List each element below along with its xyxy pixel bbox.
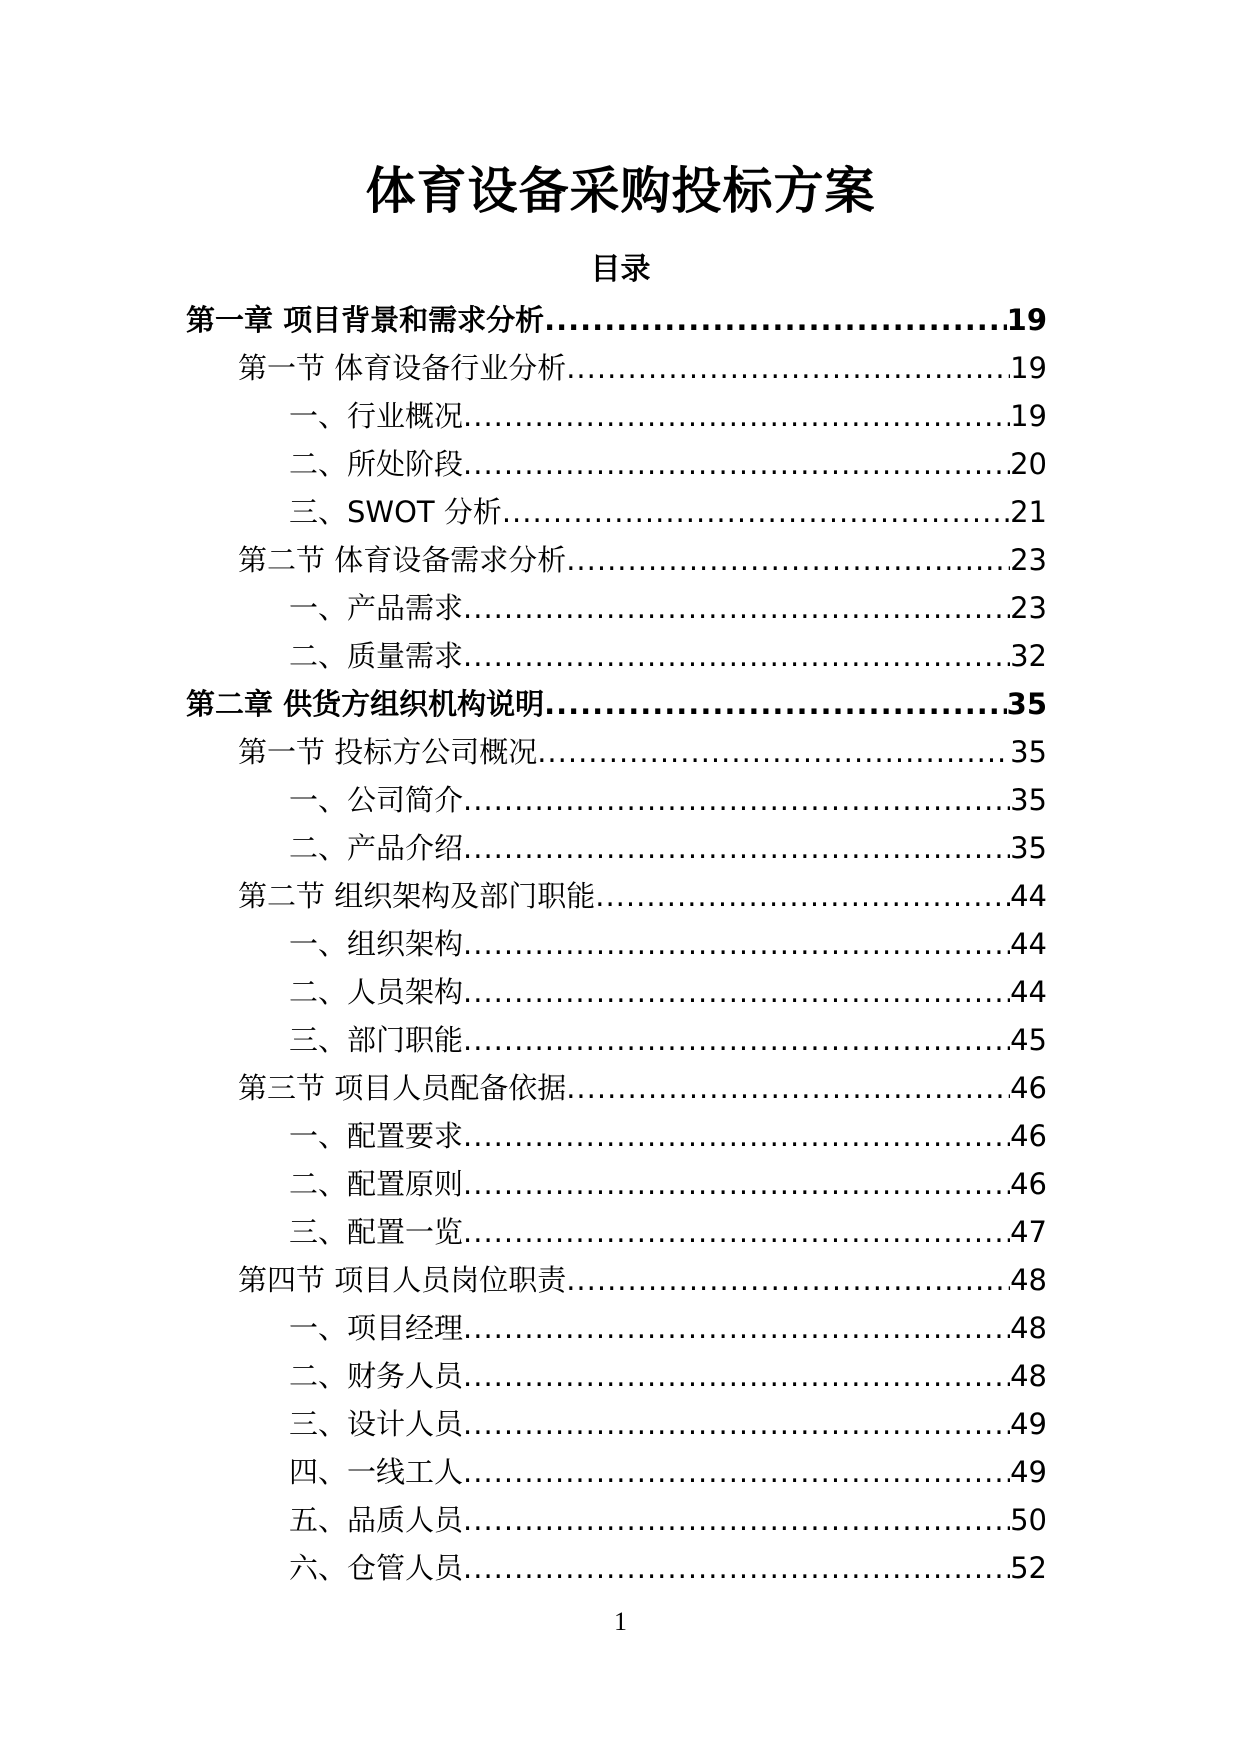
toc-entry-page: 49 — [1010, 1455, 1047, 1489]
toc-entry-title: 二、人员架构 — [289, 975, 464, 1009]
toc-chapter-entry[interactable] — [186, 296, 1047, 344]
toc-entry-title: 三、设计人员 — [289, 1407, 464, 1441]
toc-subsection-entry[interactable] — [186, 488, 1047, 536]
toc-dot-leader — [502, 488, 1010, 536]
toc-entry-title: 一、行业概况 — [289, 399, 464, 433]
toc-subsection-entry[interactable] — [186, 1208, 1047, 1256]
toc-chapter-entry[interactable] — [186, 680, 1047, 728]
toc-dot-leader — [544, 680, 1007, 728]
toc-entry-title: 第二章 供货方组织机构说明 — [186, 687, 545, 721]
page-number: 1 — [614, 1607, 627, 1636]
toc-entry-title: 第二节 组织架构及部门职能 — [238, 879, 596, 913]
toc-entry-page: 35 — [1010, 783, 1047, 817]
toc-entry-title: 三、配置一览 — [289, 1215, 464, 1249]
toc-dot-leader — [463, 824, 1010, 872]
toc-entry-page: 35 — [1006, 687, 1047, 721]
toc-dot-leader — [463, 1208, 1010, 1256]
toc-dot-leader — [463, 1544, 1010, 1592]
toc-subsection-entry[interactable] — [186, 920, 1047, 968]
toc-dot-leader — [463, 1400, 1010, 1448]
toc-entry-page: 23 — [1010, 591, 1047, 625]
toc-entry-title: 一、配置要求 — [289, 1119, 464, 1153]
toc-entry-title: 第一章 项目背景和需求分析 — [186, 303, 545, 337]
toc-entry-title: 四、一线工人 — [289, 1455, 464, 1489]
toc-entry-title: 第一节 投标方公司概况 — [238, 735, 538, 769]
toc-entry-title: 一、组织架构 — [289, 927, 464, 961]
toc-entry-page: 44 — [1010, 879, 1047, 913]
toc-entry-title: 第四节 项目人员岗位职责 — [238, 1263, 567, 1297]
toc-dot-leader — [537, 728, 1010, 776]
document-title: 体育设备采购投标方案 — [365, 162, 876, 220]
toc-entry-title: 三、部门职能 — [289, 1023, 464, 1057]
toc-subsection-entry[interactable] — [186, 440, 1047, 488]
toc-entry-page: 48 — [1010, 1311, 1047, 1345]
toc-subsection-entry[interactable] — [186, 1352, 1047, 1400]
toc-dot-leader — [463, 968, 1010, 1016]
toc-entry-title: 一、公司简介 — [289, 783, 464, 817]
toc-entry-page: 44 — [1010, 975, 1047, 1009]
toc-dot-leader — [463, 1112, 1010, 1160]
toc-entry-page: 23 — [1010, 543, 1047, 577]
toc-entry-page: 19 — [1010, 351, 1047, 385]
toc-entry-page: 45 — [1010, 1023, 1047, 1057]
toc-entry-page: 21 — [1010, 495, 1047, 529]
toc-entry-title: 第三节 项目人员配备依据 — [238, 1071, 567, 1105]
toc-entry-page: 46 — [1010, 1119, 1047, 1153]
toc-section-entry[interactable] — [186, 872, 1047, 920]
toc-subsection-entry[interactable] — [186, 968, 1047, 1016]
toc-entry-page: 48 — [1010, 1359, 1047, 1393]
toc-dot-leader — [566, 344, 1010, 392]
toc-subsection-entry[interactable] — [186, 632, 1047, 680]
toc-entry-title: 一、项目经理 — [289, 1311, 464, 1345]
toc-subsection-entry[interactable] — [186, 1496, 1047, 1544]
toc-entry-title: 二、质量需求 — [289, 639, 464, 673]
toc-subsection-entry[interactable] — [186, 1016, 1047, 1064]
toc-entry-page: 35 — [1010, 831, 1047, 865]
toc-entry-title: 二、配置原则 — [289, 1167, 464, 1201]
toc-heading: 目录 — [590, 252, 651, 287]
toc-dot-leader — [566, 1256, 1010, 1304]
toc-entry-page: 32 — [1010, 639, 1047, 673]
toc-subsection-entry[interactable] — [186, 1448, 1047, 1496]
toc-dot-leader — [463, 1160, 1010, 1208]
toc-dot-leader — [463, 1496, 1010, 1544]
toc-subsection-entry[interactable] — [186, 1544, 1047, 1592]
toc-section-entry[interactable] — [186, 344, 1047, 392]
toc-entry-title: 二、财务人员 — [289, 1359, 464, 1393]
toc-entry-title: 二、产品介绍 — [289, 831, 464, 865]
toc-section-entry[interactable] — [186, 1256, 1047, 1304]
toc-entry-title: 一、产品需求 — [289, 591, 464, 625]
toc-entry-page: 20 — [1010, 447, 1047, 481]
toc-dot-leader — [595, 872, 1010, 920]
toc-entry-page: 19 — [1010, 399, 1047, 433]
toc-dot-leader — [463, 1304, 1010, 1352]
toc-dot-leader — [463, 1448, 1010, 1496]
toc-entry-page: 52 — [1010, 1551, 1047, 1585]
toc-entry-page: 49 — [1010, 1407, 1047, 1441]
toc-entry-title: 第二节 体育设备需求分析 — [238, 543, 567, 577]
toc-section-entry[interactable] — [186, 1064, 1047, 1112]
toc-dot-leader — [566, 536, 1010, 584]
toc-subsection-entry[interactable] — [186, 1160, 1047, 1208]
toc-dot-leader — [463, 1016, 1010, 1064]
toc-dot-leader — [463, 920, 1010, 968]
toc-entry-page: 50 — [1010, 1503, 1047, 1537]
toc-subsection-entry[interactable] — [186, 1400, 1047, 1448]
toc-subsection-entry[interactable] — [186, 824, 1047, 872]
toc-dot-leader — [463, 440, 1010, 488]
toc-entry-title: 六、仓管人员 — [289, 1551, 464, 1585]
toc-dot-leader — [566, 1064, 1010, 1112]
toc-entry-page: 46 — [1010, 1167, 1047, 1201]
toc-section-entry[interactable] — [186, 728, 1047, 776]
toc-subsection-entry[interactable] — [186, 1112, 1047, 1160]
toc-subsection-entry[interactable] — [186, 776, 1047, 824]
toc-entry-title: 第一节 体育设备行业分析 — [238, 351, 567, 385]
toc-entry-page: 46 — [1010, 1071, 1047, 1105]
toc-entry-title: 二、所处阶段 — [289, 447, 464, 481]
toc-subsection-entry[interactable] — [186, 584, 1047, 632]
toc-entry-page: 44 — [1010, 927, 1047, 961]
toc-entry-page: 48 — [1010, 1263, 1047, 1297]
toc-dot-leader — [544, 296, 1007, 344]
toc-dot-leader — [463, 1352, 1010, 1400]
toc-entry-page: 47 — [1010, 1215, 1047, 1249]
toc-dot-leader — [463, 584, 1010, 632]
toc-section-entry[interactable] — [186, 536, 1047, 584]
toc-dot-leader — [463, 632, 1010, 680]
toc-entry-title: 五、品质人员 — [289, 1503, 464, 1537]
table-of-contents — [186, 296, 1047, 1592]
toc-dot-leader — [463, 392, 1010, 440]
toc-entry-title: 三、SWOT 分析 — [289, 495, 502, 529]
toc-subsection-entry[interactable] — [186, 392, 1047, 440]
toc-dot-leader — [463, 776, 1010, 824]
toc-entry-page: 19 — [1006, 303, 1047, 337]
toc-subsection-entry[interactable] — [186, 1304, 1047, 1352]
toc-entry-page: 35 — [1010, 735, 1047, 769]
